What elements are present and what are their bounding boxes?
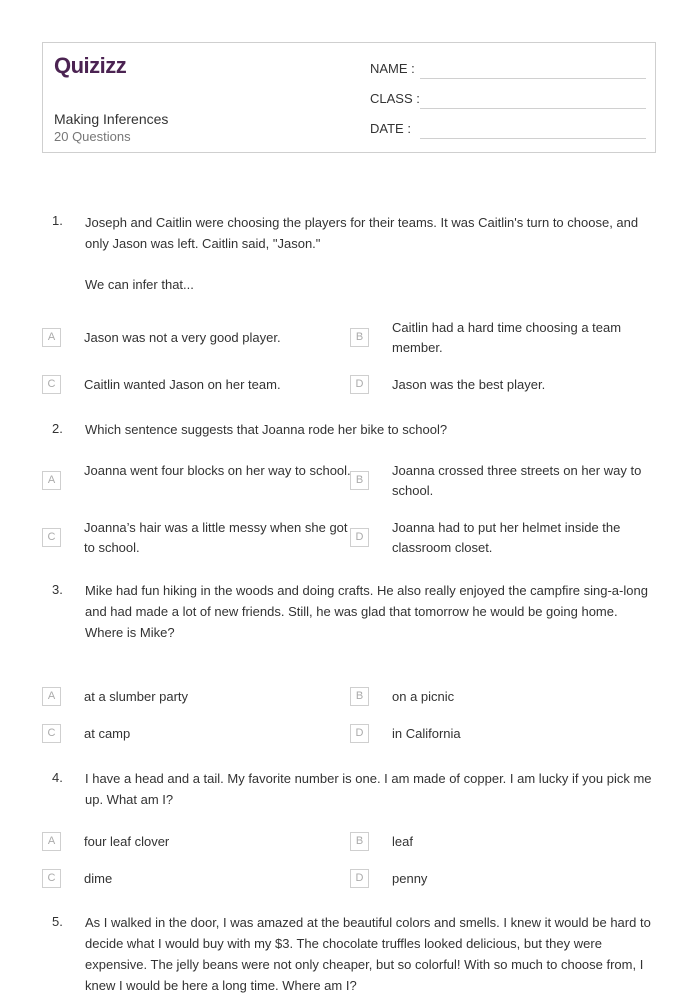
option-text: Jason was not a very good player.: [84, 330, 281, 345]
option-text: penny: [392, 871, 428, 886]
option-text: dime: [84, 871, 113, 886]
class-line: [420, 108, 646, 109]
option-text: Jason was the best player.: [392, 377, 546, 392]
date-field[interactable]: [370, 119, 646, 139]
option-letter: C: [42, 869, 61, 888]
option-letter: C: [42, 528, 61, 547]
question-prompt: Mike had fun hiking in the woods and doing crafts. He also really enjoyed the campfire sing-a-long and had made a lot of new friends. Still, he was glad that tomorrow he would be going home.: [85, 583, 648, 619]
question-prompt: Joseph and Caitlin were choosing the players for their teams. It was Caitlin's turn to choose, and only Jason was left. Caitlin said, "Jason.": [85, 215, 639, 251]
question-number: 5.: [52, 914, 63, 929]
option-letter: B: [350, 832, 369, 851]
worksheet-header: [42, 42, 656, 153]
option-letter: D: [350, 869, 369, 888]
option-b[interactable]: [350, 832, 660, 856]
option-b[interactable]: [350, 320, 660, 355]
date-label: DATE :: [370, 121, 411, 136]
class-field[interactable]: [370, 89, 646, 109]
question-prompt-followup: Where is Mike?: [85, 625, 175, 640]
option-c[interactable]: [42, 869, 342, 893]
option-text: at a slumber party: [84, 689, 189, 704]
option-letter: A: [42, 471, 61, 490]
question-prompt: As I walked in the door, I was amazed at the beautiful colors and smells. I knew it would be hard to decide what I would buy with my $3. The chocolate truffles looked delicious, but they were expensive. The jelly beans were not only cheaper, but so colorful! With so much to choose from, I knew I would be here a long time. Where am I?: [85, 915, 651, 993]
question-prompt-followup: We can infer that...: [85, 277, 194, 292]
option-letter: A: [42, 832, 61, 851]
option-letter: D: [350, 724, 369, 743]
question-number: 4.: [52, 770, 63, 785]
option-a[interactable]: [42, 832, 342, 856]
option-text: Joanna had to put her helmet inside the classroom closet.: [392, 520, 621, 555]
option-letter: A: [42, 687, 61, 706]
option-letter: A: [42, 328, 61, 347]
option-text: on a picnic: [392, 689, 455, 704]
name-line: [420, 78, 646, 79]
option-text: Caitlin had a hard time choosing a team member.: [392, 320, 622, 355]
question-number: 1.: [52, 213, 63, 228]
option-d[interactable]: [350, 869, 660, 893]
option-text: at camp: [84, 726, 131, 741]
name-field[interactable]: [370, 59, 646, 79]
option-letter: B: [350, 328, 369, 347]
quizizz-logo: Quizizz: [54, 53, 127, 78]
option-c[interactable]: [42, 724, 342, 748]
name-label: NAME :: [370, 61, 415, 76]
option-letter: C: [42, 375, 61, 394]
option-a[interactable]: [42, 328, 342, 352]
option-text: in California: [392, 726, 461, 741]
option-c[interactable]: [42, 375, 342, 399]
question-count: 20 Questions: [54, 129, 131, 144]
question-text: [85, 212, 660, 295]
question-prompt: Which sentence suggests that Joanna rode her bike to school?: [85, 422, 448, 437]
class-label: CLASS :: [370, 91, 420, 106]
option-letter: B: [350, 687, 369, 706]
question-prompt: I have a head and a tail. My favorite number is one. I am made of copper. I am lucky if you pick me up. What am I?: [85, 771, 652, 807]
option-letter: D: [350, 375, 369, 394]
option-letter: C: [42, 724, 61, 743]
option-text: leaf: [392, 834, 413, 849]
worksheet-title: Making Inferences: [54, 111, 169, 127]
question-text: [85, 580, 660, 643]
option-text: Joanna’s hair was a little messy when she got to school.: [84, 520, 348, 555]
option-text: Caitlin wanted Jason on her team.: [84, 377, 281, 392]
question-number: 3.: [52, 582, 63, 597]
option-d[interactable]: [350, 520, 660, 555]
option-text: Joanna crossed three streets on her way to school.: [392, 463, 642, 498]
option-a[interactable]: [42, 463, 351, 495]
option-b[interactable]: [350, 463, 660, 498]
option-letter: D: [350, 528, 369, 547]
option-d[interactable]: [350, 724, 660, 748]
option-c[interactable]: [42, 520, 348, 555]
option-d[interactable]: [350, 375, 660, 399]
question-number: 2.: [52, 421, 63, 436]
date-line: [420, 138, 646, 139]
option-text: four leaf clover: [84, 834, 170, 849]
option-b[interactable]: [350, 687, 660, 711]
option-letter: B: [350, 471, 369, 490]
option-text: Joanna went four blocks on her way to school.: [84, 463, 351, 478]
option-a[interactable]: [42, 687, 342, 711]
